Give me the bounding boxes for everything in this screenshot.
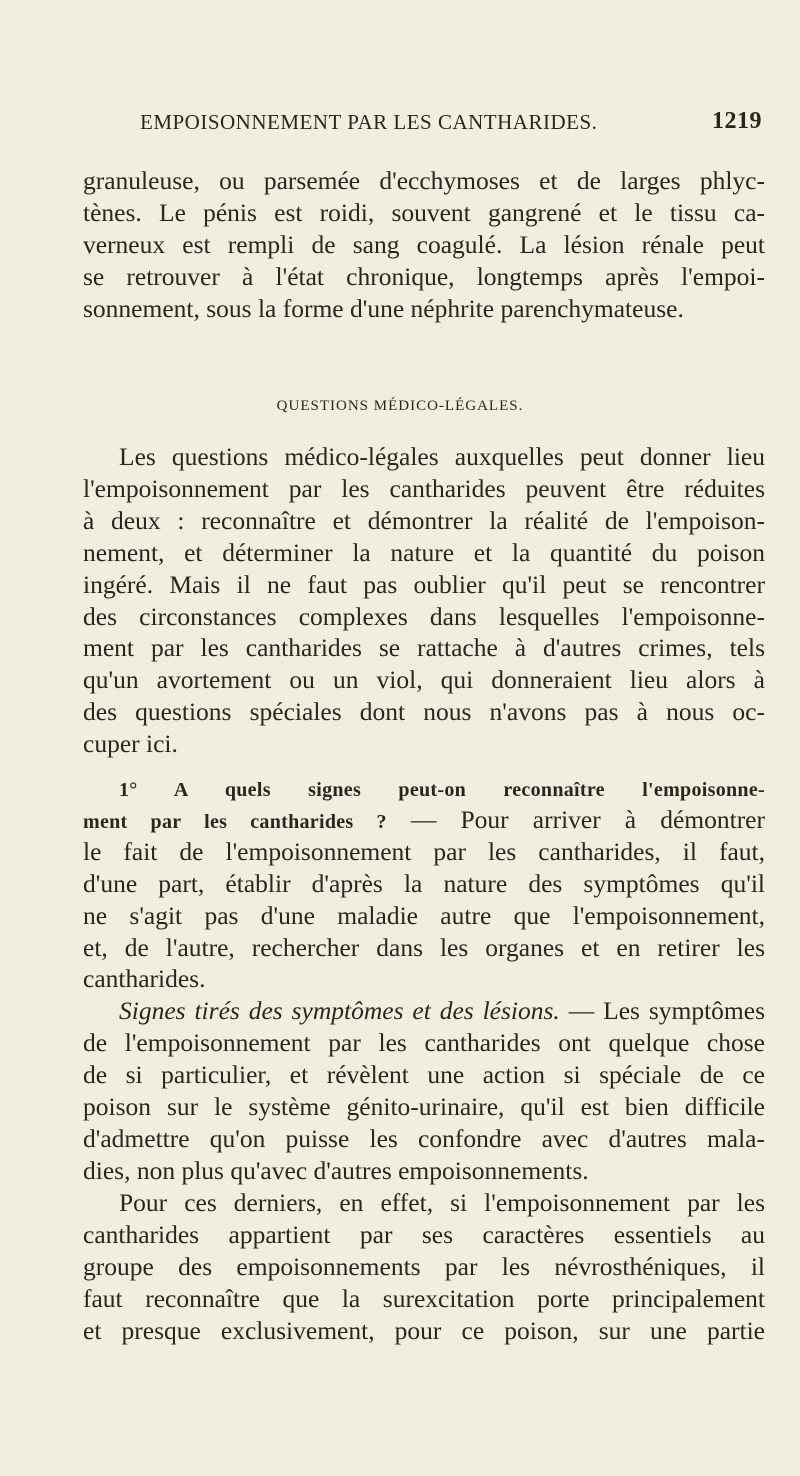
- text-line: d'une part, établir d'après la nature des symptômes qu'il: [83, 868, 765, 898]
- text-run: — Pour arriver à démontrer: [386, 804, 765, 834]
- text-line: d'admettre qu'on puisse les confondre avec d'autres mala-: [83, 1123, 765, 1153]
- text-line: ne s'agit pas d'une maladie autre que l'empoisonnement,: [83, 900, 765, 930]
- running-header: EMPOISONNEMENT PAR LES CANTHARIDES.: [140, 110, 598, 134]
- text-line: poison sur le système génito-urinaire, qu'il est bien difficile: [83, 1091, 765, 1121]
- text-line: granuleuse, ou parsemée d'ecchymoses et de larges phlyc-: [83, 166, 765, 195]
- text-line: à deux : reconnaître et démontrer la réalité de l'empoison-: [83, 505, 765, 535]
- italic-heading: Signes tirés des symptômes et des lésions.: [119, 996, 560, 1025]
- text-line: le fait de l'empoisonnement par les cantharides, il faut,: [83, 836, 765, 866]
- text-line: verneux est rempli de sang coagulé. La lésion rénale peut: [83, 229, 765, 259]
- text-line: l'empoisonnement par les cantharides peuvent être réduites: [83, 473, 765, 503]
- section-heading: QUESTIONS MÉDICO-LÉGALES.: [276, 398, 524, 414]
- text-line: ment par les cantharides se rattache à d'autres crimes, tels: [83, 633, 765, 663]
- text-line: des questions spéciales dont nous n'avons pas à nous oc-: [83, 697, 765, 727]
- text-line: qu'un avortement ou un viol, qui donneraient lieu alors à: [83, 665, 765, 695]
- text-line: [83, 805, 765, 837]
- text-line: [83, 773, 765, 805]
- text-line: de l'empoisonnement par les cantharides ont quelque chose: [83, 1027, 765, 1057]
- text-line: Les questions médico-légales auxquelles peut donner lieu: [119, 442, 765, 471]
- page-number: 1219: [712, 108, 762, 134]
- text-line: et, de l'autre, rechercher dans les organes et en retirer les: [83, 932, 765, 962]
- text-line: tènes. Le pénis est roidi, souvent gangrené et le tissu ca-: [83, 197, 765, 227]
- text-line: Pour ces derniers, en effet, si l'empoisonnement par les: [119, 1188, 765, 1217]
- bold-heading: ment par les cantharides ?: [83, 810, 387, 833]
- text-line: faut reconnaître que la surexcitation porte principalement: [83, 1283, 765, 1313]
- text-line: se retrouver à l'état chronique, longtemps après l'empoi-: [83, 261, 765, 291]
- text-line: groupe des empoisonnements par les névrosthéniques, il: [83, 1251, 765, 1281]
- text-line: nement, et déterminer la nature et la quantité du poison: [83, 537, 765, 567]
- text-line: cantharides appartient par ses caractères essentiels au: [83, 1219, 765, 1249]
- text-line: sonnement, sous la forme d'une néphrite parenchymateuse.: [83, 293, 684, 323]
- text-run: — Les symptômes: [559, 996, 765, 1025]
- text-line: cuper ici.: [83, 729, 178, 759]
- bold-heading: 1° A quels signes peut-on reconnaître l'empoisonne-: [119, 779, 765, 801]
- text-line: ingéré. Mais il ne faut pas oublier qu'il peut se rencontrer: [83, 569, 765, 599]
- text-line: des circonstances complexes dans lesquelles l'empoisonne-: [83, 601, 765, 631]
- text-line: et presque exclusivement, pour ce poison, sur une partie: [83, 1315, 765, 1345]
- text-line: [83, 996, 765, 1026]
- text-line: de si particulier, et révèlent une action si spéciale de ce: [83, 1059, 765, 1089]
- text-line: cantharides.: [83, 964, 206, 994]
- text-line: dies, non plus qu'avec d'autres empoisonnements.: [83, 1155, 589, 1185]
